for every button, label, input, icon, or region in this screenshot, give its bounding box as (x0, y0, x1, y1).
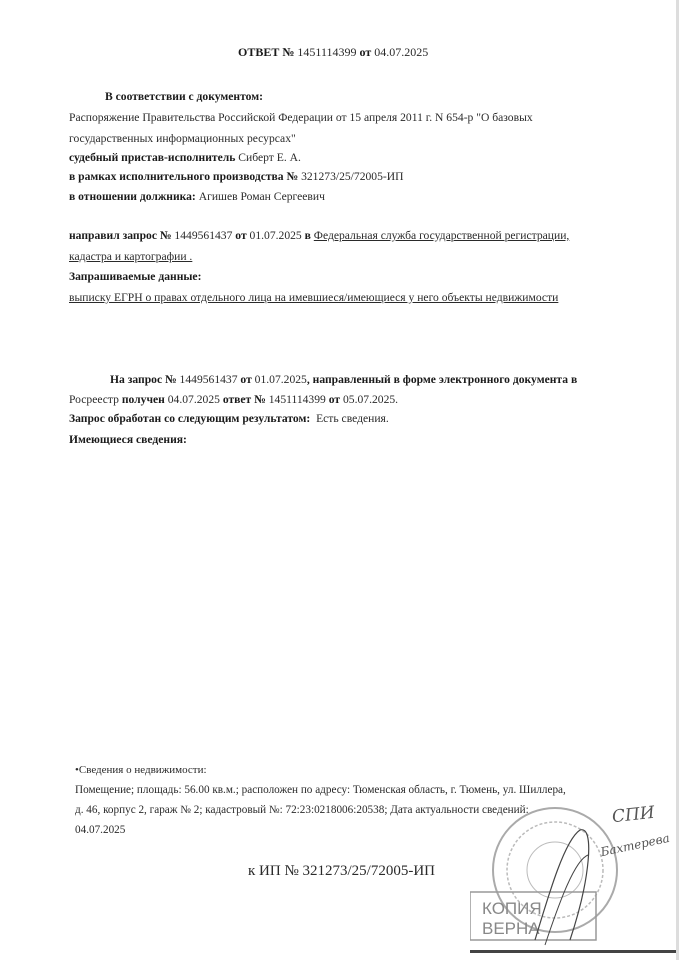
property-line1: Помещение; площадь: 56.00 кв.м.; расположен по адресу: Тюменская область, г. Тюмень, ул. Шиллера, (75, 784, 566, 796)
proceeding-line (69, 170, 404, 184)
scan-edge (470, 950, 679, 953)
debtor-name: Агишев Роман Сергеевич (198, 190, 325, 203)
agency-line2: кадастра и картографии . (69, 250, 193, 263)
proceeding-number: 321273/25/72005-ИП (301, 170, 404, 183)
available-label (69, 433, 187, 447)
response-line1 (110, 373, 577, 387)
requested-data: выписку ЕГРН о правах отдельного лица на имевшиеся/имеющиеся у него объекты недвижимости (69, 291, 559, 304)
case-reference: к ИП № 321273/25/72005-ИП (248, 863, 436, 879)
response-answer-label: ответ № (222, 393, 266, 406)
property-line3: 04.07.2025 (75, 824, 126, 836)
received-date: 04.07.2025 (167, 393, 220, 406)
debtor-line (69, 190, 325, 204)
stamp-copy-line1: КОПИЯ (482, 899, 542, 918)
basis-heading (105, 90, 263, 104)
request-to-label: в (304, 229, 311, 242)
basis-document-line2: государственных информационных ресурсах" (69, 132, 296, 145)
agency-line1: Федеральная служба государственной регистрации, (313, 229, 570, 242)
on-request-label: На запрос № (110, 373, 177, 386)
answer-number: 1451114399 (297, 45, 357, 59)
from-label: от (359, 45, 372, 59)
result-label: Запрос обработан со следующим результатом: (69, 412, 311, 425)
response-line2 (69, 393, 398, 407)
sent-form-label: , направленный в форме электронного документа в (306, 373, 578, 386)
available-label-text: Имеющиеся сведения: (69, 433, 187, 446)
handwritten-signature: Бахтерева (599, 830, 671, 860)
response-from-label: от (240, 373, 252, 386)
bailiff-label: судебный пристав-исполнитель (69, 151, 236, 164)
response-answer-number: 1451114399 (268, 393, 326, 406)
response-agency: Росреестр (69, 393, 119, 406)
request-sent-label: направил запрос № (69, 229, 172, 242)
basis-document-line1: Распоряжение Правительства Российской Федерации от 15 апреля 2011 г. N 654-р "О базовых (69, 111, 533, 124)
result-value: Есть сведения. (316, 412, 389, 425)
request-line (69, 229, 569, 243)
property-heading: •Сведения о недвижимости: (75, 764, 207, 776)
request-from-label: от (235, 229, 247, 242)
answer-date: 04.07.2025 (374, 45, 429, 59)
bailiff-line (69, 151, 301, 165)
answer-label: ОТВЕТ № (238, 45, 295, 59)
debtor-label: в отношении должника: (69, 190, 196, 203)
requested-label (69, 270, 201, 284)
request-date: 01.07.2025 (249, 229, 302, 242)
bailiff-name: Сиберт Е. А. (238, 151, 301, 164)
response-answer-date: 05.07.2025. (342, 393, 399, 406)
property-line2: д. 46, корпус 2, гараж № 2; кадастровый №: 72:23:0218006:20538; Дата актуальности сведений: (75, 804, 529, 816)
response-from-label2: от (328, 393, 341, 406)
requested-label-text: Запрашиваемые данные: (69, 270, 202, 283)
received-label: получен (121, 393, 165, 406)
stamp-copy-line2: ВЕРНА (482, 919, 540, 938)
proceeding-label: в рамках исполнительного производства № (69, 170, 299, 183)
result-line (69, 412, 389, 426)
response-request-date: 01.07.2025 (254, 373, 307, 386)
handwritten-spi: СПИ (611, 802, 656, 828)
request-number: 1449561437 (174, 229, 233, 242)
answer-title (238, 45, 428, 59)
response-request-number: 1449561437 (179, 373, 238, 386)
basis-heading-text: В соответствии с документом: (105, 90, 263, 103)
